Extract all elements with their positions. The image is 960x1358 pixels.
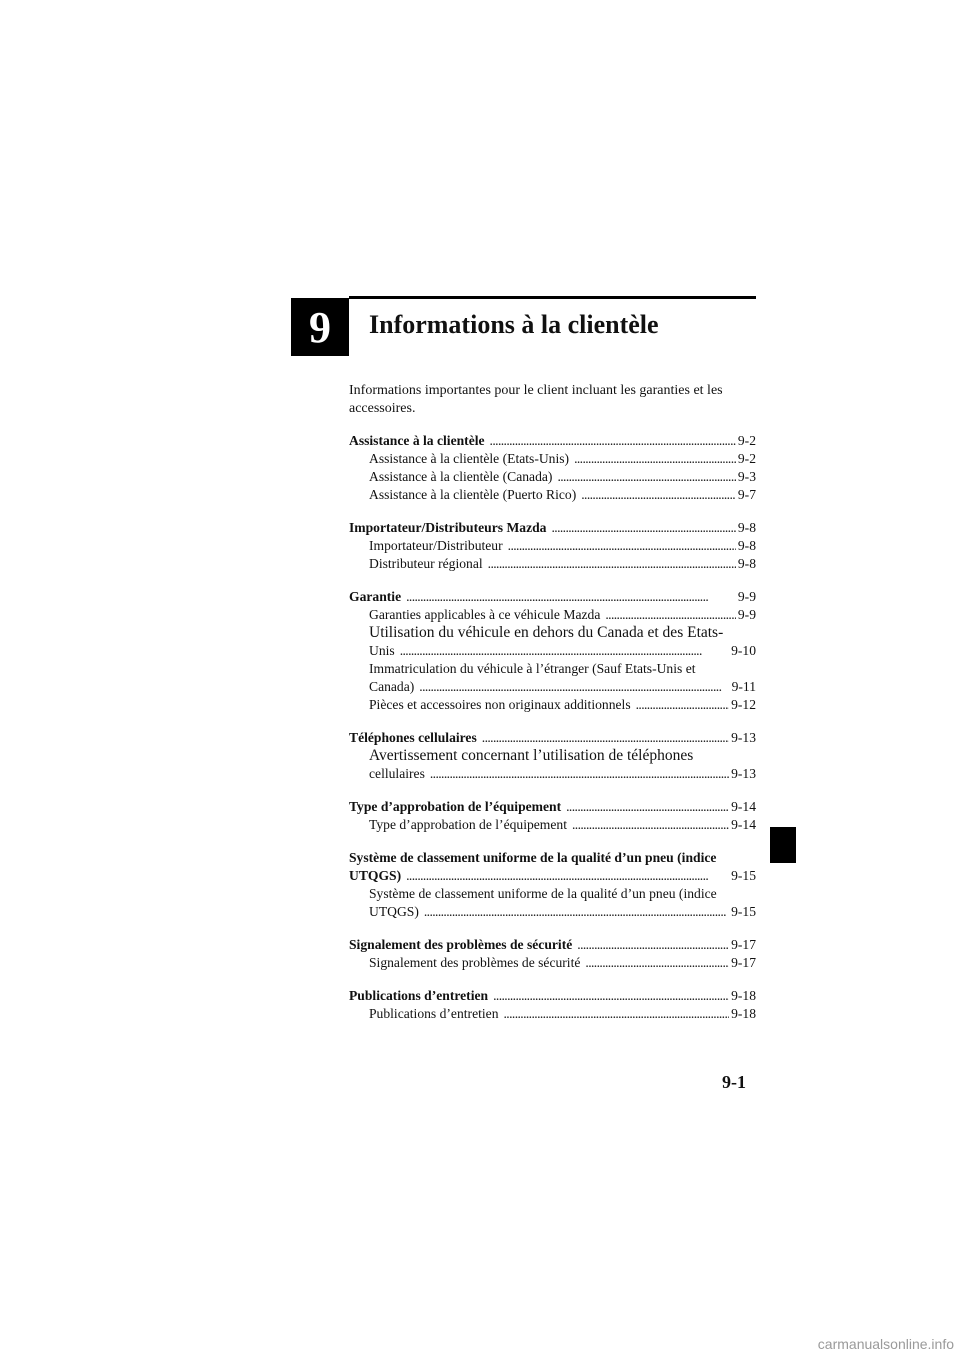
- toc-item[interactable]: [349, 816, 756, 834]
- toc-page-ref: 9-11: [731, 679, 756, 694]
- toc-item[interactable]: [349, 486, 756, 504]
- dot-leader: [566, 798, 729, 816]
- toc-page-ref: 9-13: [731, 730, 756, 745]
- toc-item[interactable]: [349, 954, 756, 972]
- toc-item-label: Assistance à la clientèle (Etats-Unis): [369, 451, 570, 466]
- toc-page-ref: 9-3: [737, 469, 756, 484]
- toc-section-title: Garantie: [349, 589, 402, 604]
- dot-leader: [636, 696, 729, 714]
- toc-section-garantie[interactable]: [349, 588, 756, 606]
- toc-item[interactable]: [349, 537, 756, 555]
- toc-page-ref: 9-2: [737, 451, 756, 466]
- toc-page-ref: 9-14: [731, 799, 756, 814]
- toc-item-line[interactable]: Système de classement uniforme de la qualité d’un pneu (indice: [369, 886, 717, 901]
- toc-page-ref: 9-15: [731, 868, 756, 883]
- toc-section-publications[interactable]: [349, 987, 756, 1005]
- toc-item-label: Signalement des problèmes de sécurité: [369, 955, 581, 970]
- dot-leader: [504, 1005, 730, 1023]
- toc-section-title: Type d’approbation de l’équipement: [349, 799, 562, 814]
- toc-page-ref: 9-7: [737, 487, 756, 502]
- toc-item-label: Unis: [369, 643, 395, 658]
- toc-page-ref: 9-17: [731, 937, 756, 952]
- chapter-thumb-tab: [770, 827, 796, 863]
- toc-page-ref: 9-13: [731, 766, 756, 781]
- toc-item-label: Assistance à la clientèle (Puerto Rico): [369, 487, 577, 502]
- toc-item-line[interactable]: Utilisation du véhicule en dehors du Canada et des Etats-: [369, 624, 724, 641]
- toc-item[interactable]: [349, 468, 756, 486]
- chapter-intro: Informations importantes pour le client incluant les garanties et les accessoires.: [349, 383, 723, 416]
- dot-leader: [400, 642, 729, 660]
- dot-leader: [585, 954, 729, 972]
- toc-section-securite[interactable]: [349, 936, 756, 954]
- dot-leader: [572, 816, 729, 834]
- toc-page-ref: 9-8: [737, 520, 756, 535]
- toc-page-ref: 9-12: [731, 697, 756, 712]
- toc-item-label: Distributeur régional: [369, 556, 483, 571]
- toc-item-label: Canada): [369, 679, 415, 694]
- dot-leader: [557, 468, 735, 486]
- dot-leader: [406, 588, 736, 606]
- dot-leader: [493, 987, 729, 1005]
- toc-section-importateur[interactable]: [349, 519, 756, 537]
- toc-page-ref: 9-2: [737, 433, 756, 448]
- toc-section-title: Publications d’entretien: [349, 988, 489, 1003]
- toc-item[interactable]: [349, 678, 756, 696]
- toc-section-title: UTQGS): [349, 868, 402, 883]
- watermark-text[interactable]: carmanualsonline.info: [817, 1336, 954, 1352]
- toc-item-label: UTQGS): [369, 904, 419, 919]
- toc-section-title: Téléphones cellulaires: [349, 730, 477, 745]
- toc-item[interactable]: [349, 696, 756, 714]
- toc-item-label: Importateur/Distributeur: [369, 538, 503, 553]
- toc-page-ref: 9-9: [737, 589, 756, 604]
- toc-section-telephones[interactable]: [349, 729, 756, 747]
- toc-item-line[interactable]: Avertissement concernant l’utilisation de téléphones: [369, 747, 694, 764]
- toc-item[interactable]: [349, 450, 756, 468]
- toc-section-utqgs[interactable]: [349, 867, 756, 885]
- toc-section-approbation[interactable]: [349, 798, 756, 816]
- dot-leader: [508, 537, 736, 555]
- dot-leader: [577, 936, 729, 954]
- chapter-number-box: [291, 298, 349, 356]
- dot-leader: [430, 765, 729, 783]
- dot-leader: [424, 903, 729, 921]
- chapter-number: 9: [309, 302, 331, 352]
- toc-item[interactable]: [349, 555, 756, 573]
- toc-section-utqgs-line[interactable]: Système de classement uniforme de la qualité d’un pneu (indice: [349, 850, 717, 865]
- toc-page-ref: 9-9: [737, 607, 756, 622]
- toc-item-line[interactable]: Immatriculation du véhicule à l’étranger (Sauf Etats-Unis et: [369, 661, 696, 676]
- toc-page-ref: 9-17: [731, 955, 756, 970]
- toc-page-ref: 9-8: [737, 556, 756, 571]
- toc-page-ref: 9-10: [731, 643, 756, 658]
- toc-page-ref: 9-18: [731, 988, 756, 1003]
- toc-item-label: Pièces et accessoires non originaux additionnels: [369, 697, 631, 712]
- toc-item-label: Assistance à la clientèle (Canada): [369, 469, 553, 484]
- dot-leader: [419, 678, 729, 696]
- toc-item-label: Garanties applicables à ce véhicule Mazda: [369, 607, 601, 622]
- toc-section-title: Importateur/Distributeurs Mazda: [349, 520, 547, 535]
- dot-leader: [581, 486, 736, 504]
- dot-leader: [490, 432, 736, 450]
- dot-leader: [406, 867, 729, 885]
- toc-item-label: Type d’approbation de l’équipement: [369, 817, 567, 832]
- toc-page-ref: 9-14: [731, 817, 756, 832]
- chapter-title: Informations à la clientèle: [369, 310, 659, 339]
- toc-page-ref: 9-15: [731, 904, 756, 919]
- toc-section-title: Assistance à la clientèle: [349, 433, 485, 448]
- toc-item[interactable]: [349, 1005, 756, 1023]
- toc-item[interactable]: [349, 606, 756, 624]
- page-number: 9-1: [722, 1072, 746, 1092]
- dot-leader: [482, 729, 729, 747]
- dot-leader: [605, 606, 736, 624]
- table-of-contents: [349, 432, 756, 1023]
- toc-section-title: Signalement des problèmes de sécurité: [349, 937, 573, 952]
- toc-page-ref: 9-18: [731, 1006, 756, 1021]
- dot-leader: [574, 450, 736, 468]
- toc-section-assistance[interactable]: [349, 432, 756, 450]
- toc-page-ref: 9-8: [737, 538, 756, 553]
- dot-leader: [551, 519, 735, 537]
- toc-item[interactable]: [349, 765, 756, 783]
- dot-leader: [488, 555, 736, 573]
- toc-item-label: Publications d’entretien: [369, 1006, 499, 1021]
- toc-item-label: cellulaires: [369, 766, 425, 781]
- header-rule: [349, 296, 756, 299]
- toc-item[interactable]: [349, 903, 756, 921]
- toc-item[interactable]: [349, 642, 756, 660]
